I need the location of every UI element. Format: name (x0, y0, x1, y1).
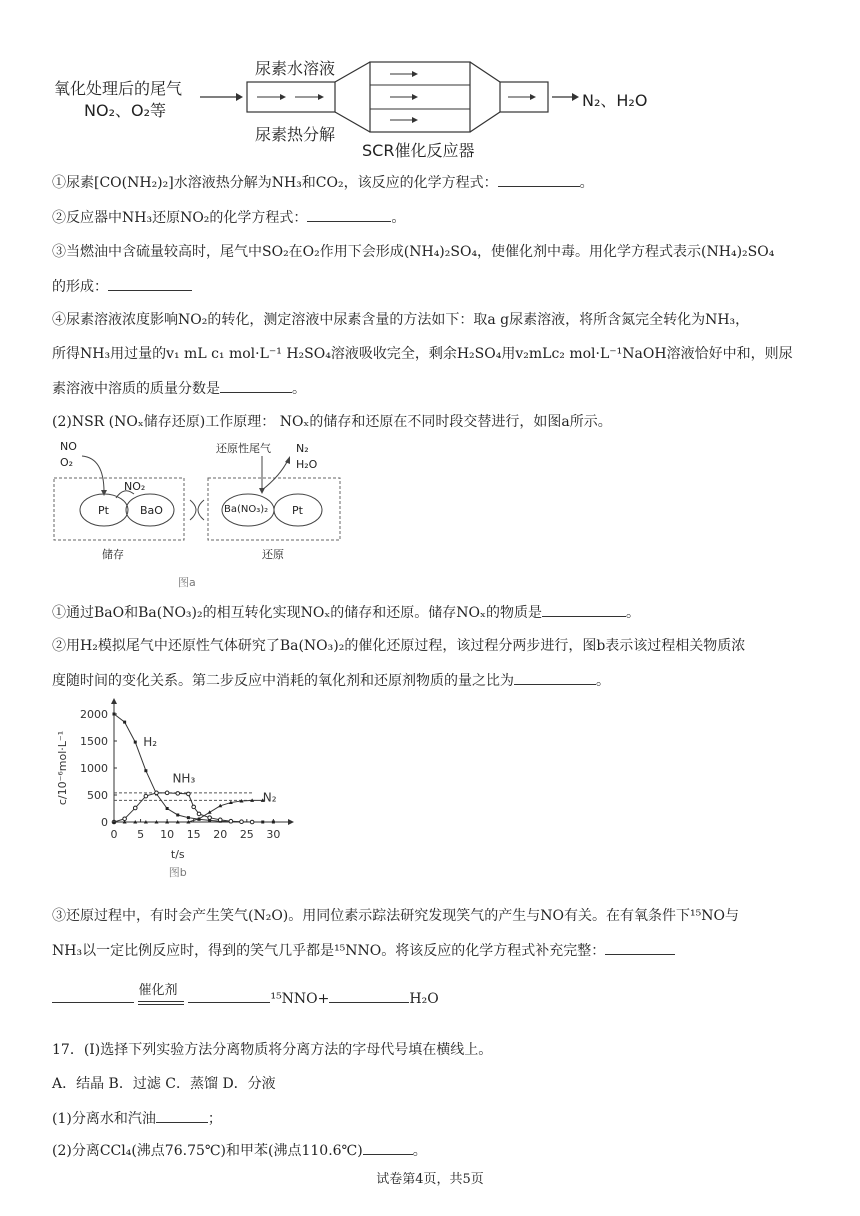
x-tick-label: 20 (213, 828, 228, 841)
question-17-title: 17．(I)选择下列实验方法分离物质将分离方法的字母代号填在横线上。 (52, 1042, 493, 1058)
data-point (272, 821, 275, 824)
water-text: H₂O (409, 991, 439, 1007)
data-point (134, 741, 137, 744)
question-1-end: 。 (579, 175, 594, 191)
fig-a-bao: BaO (140, 504, 163, 517)
sub2-text: (2)分离CCl₄(沸点76.75℃)和甲苯(沸点110.6℃) (52, 1143, 363, 1159)
question-3-line-1: ③当燃油中含硫量较高时，尾气中SO₂在O₂作用下会形成(NH₄)₂SO₄，使催化剂中毒。用化学方程式表示(NH₄)₂SO₄ (52, 244, 775, 260)
question-17-sub1 (52, 1108, 222, 1129)
question-2-end: 。 (391, 210, 406, 226)
data-point (176, 792, 180, 796)
data-point (144, 794, 148, 798)
series-label: NH₃ (172, 771, 196, 786)
fig-a-n2: N₂ (296, 442, 309, 455)
urea-decomp-label: 尿素热分解 (255, 125, 336, 144)
data-point (208, 816, 212, 820)
fig-a-no2: NO₂ (124, 480, 146, 493)
question-4-line-3 (52, 378, 306, 399)
y-axis-label: c/10⁻⁶mol·L⁻¹ (56, 730, 69, 806)
data-point (208, 810, 212, 814)
y-tick-label: 0 (101, 816, 108, 829)
fig-a-o2: O₂ (60, 456, 74, 469)
product-text: ¹⁵NNO+ (270, 991, 330, 1007)
question-6-text: 度随时间的变化关系。第二步反应中消耗的氧化剂和还原剂物质的量之比为 (52, 673, 514, 689)
data-point (187, 792, 191, 796)
outlet-label: N₂、H₂O (582, 91, 648, 110)
data-point (187, 816, 190, 819)
x-tick-label: 25 (239, 828, 254, 841)
fig-a-pt-left: Pt (98, 504, 109, 517)
y-axis-arrow (111, 698, 117, 704)
question-17-sub2 (52, 1140, 427, 1161)
sub1-end: ； (207, 1111, 222, 1127)
fig-a-reducing-gas: 还原性尾气 (216, 442, 271, 455)
series-label: H₂ (143, 735, 158, 750)
figure-b (52, 696, 302, 896)
question-4-end: 。 (292, 381, 306, 397)
answer-blank[interactable] (542, 602, 626, 617)
inlet-label-1: 氧化处理后的尾气 (54, 79, 183, 98)
sub2-end: 。 (412, 1143, 427, 1159)
x-tick-label: 15 (186, 828, 201, 841)
answer-blank[interactable] (363, 1140, 413, 1155)
x-tick-label: 5 (137, 828, 145, 841)
y-tick-label: 1500 (80, 735, 108, 748)
data-point (240, 820, 244, 824)
nsr-intro: (2)NSR (NOₓ储存还原)工作原理： NOₓ的储存和还原在不同时段交替进行，如图a所示。 (52, 414, 612, 430)
chart-caption: 图b (168, 866, 187, 879)
sub1-text: (1)分离水和汽油 (52, 1111, 156, 1127)
question-7-line-2 (52, 940, 675, 961)
data-point (155, 791, 159, 795)
question-3-text: 的形成： (52, 279, 108, 295)
data-point (113, 713, 116, 716)
data-point (229, 819, 233, 823)
data-point (218, 818, 222, 822)
x-axis-label: t/s (170, 848, 185, 861)
question-5-end: 。 (625, 605, 640, 621)
x-tick-label: 30 (266, 828, 281, 841)
data-point (144, 769, 147, 772)
question-4-text: 素溶液中溶质的质量分数是 (52, 381, 220, 397)
answer-blank[interactable] (514, 670, 596, 685)
answer-blank[interactable] (220, 378, 292, 393)
data-point (176, 813, 179, 816)
question-4-line-2: 所得NH₃用过量的v₁ mL c₁ mol·L⁻¹ H₂SO₄溶液吸收完全，剩余H₂SO₄用v₂mLc₂ mol·L⁻¹NaOH溶液恰好中和，则尿 (52, 346, 793, 362)
reactor-label: SCR催化反应器 (362, 141, 475, 160)
question-3-line-2 (52, 276, 192, 297)
fig-a-bano32: Ba(NO₃)₂ (224, 504, 269, 515)
question-6-line-1: ②用H₂模拟尾气中还原性气体研究了Ba(NO₃)₂的催化还原过程，该过程分两步进行，图b表示该过程相关物质浓 (52, 638, 746, 654)
y-tick-label: 2000 (80, 708, 108, 721)
data-point (133, 806, 137, 810)
fig-a-reduce-label: 还原 (262, 548, 284, 561)
fig-a-pt-right: Pt (292, 504, 303, 517)
data-point (166, 807, 169, 810)
question-5-text: ①通过BaO和Ba(NO₃)₂的相互转化实现NOₓ的储存和还原。储存NOₓ的物质是 (52, 605, 542, 621)
x-axis-arrow (288, 819, 294, 825)
fig-a-h2o: H₂O (296, 458, 318, 471)
question-1 (52, 172, 594, 193)
question-1-text: ①尿素[CO(NH₂)₂]水溶液热分解为NH₃和CO₂，该反应的化学方程式： (52, 175, 498, 191)
scr-diagram (40, 40, 680, 160)
question-2-text: ②反应器中NH₃还原NO₂的化学方程式： (52, 210, 308, 226)
answer-blank[interactable] (188, 988, 270, 1003)
series-label: N₂ (262, 790, 277, 805)
concentration-chart (52, 696, 302, 896)
data-point (165, 791, 169, 795)
catalyst-label: 催化剂 (138, 983, 178, 998)
answer-blank[interactable] (156, 1108, 208, 1123)
question-17-options: A．结晶 B．过滤 C．蒸馏 D．分液 (52, 1076, 276, 1092)
data-point (250, 820, 254, 824)
question-5 (52, 602, 640, 623)
question-7-line-1: ③还原过程中，有时会产生笑气(N₂O)。用同位素示踪法研究发现笑气的产生与NO有关。在有氧条件下¹⁵NO与 (52, 908, 739, 924)
data-point (192, 805, 196, 809)
question-6-end: 。 (596, 673, 610, 689)
page-footer: 试卷第4页，共5页 (376, 1172, 484, 1187)
figure-a (52, 436, 352, 592)
inlet-label-2: NO₂、O₂等 (84, 101, 166, 120)
question-7-text: NH₃以一定比例反应时，得到的笑气几乎都是¹⁵NNO。将该反应的化学方程式补充完整： (52, 943, 606, 959)
x-tick-label: 0 (110, 828, 118, 841)
question-6-line-2 (52, 670, 610, 691)
answer-blank[interactable] (52, 988, 134, 1003)
data-point (261, 821, 264, 824)
fig-a-no: NO (60, 440, 77, 453)
urea-solution-label: 尿素水溶液 (255, 59, 336, 78)
y-tick-label: 1000 (80, 762, 108, 775)
data-point (123, 721, 126, 724)
y-tick-label: 500 (87, 789, 108, 802)
data-point (197, 812, 201, 816)
question-7-equation (52, 983, 439, 1009)
question-2 (52, 207, 405, 228)
x-tick-label: 10 (160, 828, 175, 841)
answer-blank[interactable] (307, 207, 391, 222)
answer-blank[interactable] (329, 988, 409, 1003)
answer-blank[interactable] (108, 276, 192, 291)
fig-a-caption: 图a (178, 576, 196, 589)
answer-blank[interactable] (498, 172, 580, 187)
answer-blank[interactable] (605, 940, 675, 955)
question-4-line-1: ④尿素溶液浓度影响NO₂的转化，测定溶液中尿素含量的方法如下：取a g尿素溶液，将所含氮完全转化为NH₃， (52, 312, 750, 328)
fig-a-store-label: 储存 (102, 548, 124, 561)
